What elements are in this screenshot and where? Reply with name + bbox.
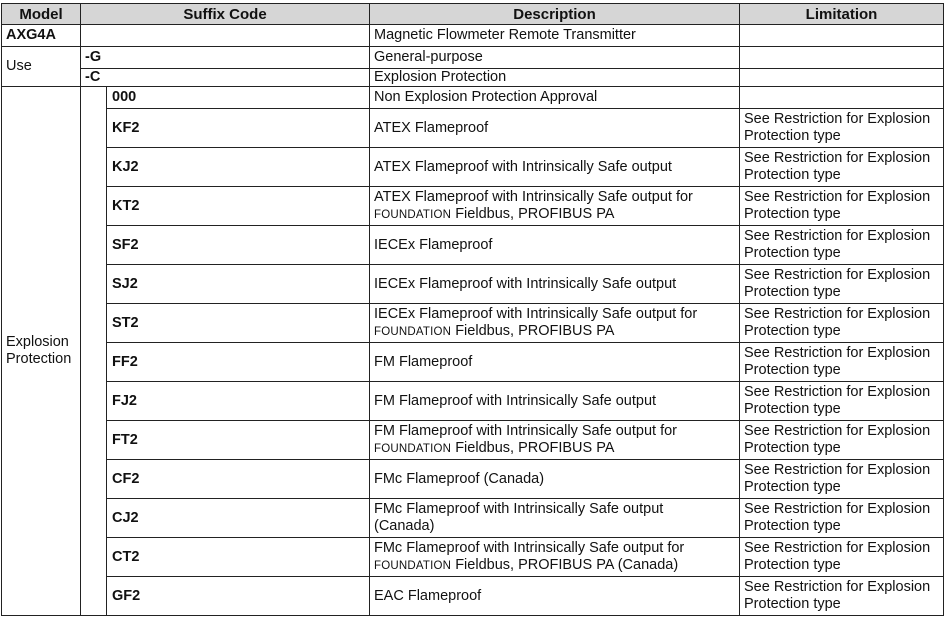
spacer-cell <box>81 304 107 343</box>
description-cell: FMc Flameproof with Intrinsically Safe output (Canada) <box>370 499 740 538</box>
limitation-cell: See Restriction for Explosion Protection type <box>740 382 944 421</box>
spacer-cell <box>81 87 107 109</box>
suffix-cell: SJ2 <box>107 265 370 304</box>
description-cell: IECEx Flameproof <box>370 226 740 265</box>
foundation-text: FOUNDATION <box>374 208 452 221</box>
limitation-cell <box>740 25 944 47</box>
description-cell: ATEX Flameproof with Intrinsically Safe output <box>370 148 740 187</box>
suffix-cell: CT2 <box>107 538 370 577</box>
suffix-cell: -G <box>81 47 370 69</box>
table-row <box>2 25 944 47</box>
spacer-cell <box>81 148 107 187</box>
spacer-cell <box>81 226 107 265</box>
spacer-cell <box>81 499 107 538</box>
table-row <box>2 304 944 343</box>
header-model: Model <box>2 4 81 25</box>
table-row <box>2 577 944 616</box>
suffix-cell: CF2 <box>107 460 370 499</box>
description-line1: IECEx Flameproof with Intrinsically Safe output for <box>374 305 698 322</box>
header-limitation: Limitation <box>740 4 944 25</box>
limitation-cell: See Restriction for Explosion Protection type <box>740 538 944 577</box>
spacer-cell <box>81 577 107 616</box>
table-row <box>2 421 944 460</box>
table-row <box>2 87 944 109</box>
description-cell <box>370 538 740 577</box>
suffix-cell: -C <box>81 69 370 87</box>
limitation-cell: See Restriction for Explosion Protection type <box>740 577 944 616</box>
description-cell <box>370 187 740 226</box>
table-row <box>2 499 944 538</box>
suffix-cell: KF2 <box>107 109 370 148</box>
spacer-cell <box>81 187 107 226</box>
spacer-cell <box>81 109 107 148</box>
suffix-cell: KJ2 <box>107 148 370 187</box>
model-cell: AXG4A <box>2 25 81 47</box>
suffix-cell: 000 <box>107 87 370 109</box>
description-rest: Fieldbus, PROFIBUS PA <box>451 322 615 339</box>
limitation-cell <box>740 69 944 87</box>
limitation-cell: See Restriction for Explosion Protection type <box>740 109 944 148</box>
limitation-cell <box>740 47 944 69</box>
suffix-code-table <box>1 3 944 616</box>
table-header-row <box>2 4 944 25</box>
suffix-cell <box>81 25 370 47</box>
spacer-cell <box>81 382 107 421</box>
limitation-cell: See Restriction for Explosion Protection type <box>740 148 944 187</box>
spacer-cell <box>81 343 107 382</box>
suffix-cell: SF2 <box>107 226 370 265</box>
description-cell: Magnetic Flowmeter Remote Transmitter <box>370 25 740 47</box>
limitation-cell <box>740 87 944 109</box>
suffix-cell: FF2 <box>107 343 370 382</box>
table-row <box>2 187 944 226</box>
limitation-cell: See Restriction for Explosion Protection type <box>740 226 944 265</box>
suffix-cell: FT2 <box>107 421 370 460</box>
table-row <box>2 265 944 304</box>
description-cell: IECEx Flameproof with Intrinsically Safe output <box>370 265 740 304</box>
limitation-cell: See Restriction for Explosion Protection type <box>740 499 944 538</box>
suffix-cell: ST2 <box>107 304 370 343</box>
description-line1: FM Flameproof with Intrinsically Safe output for <box>374 422 678 439</box>
header-suffix-code: Suffix Code <box>81 4 370 25</box>
limitation-cell: See Restriction for Explosion Protection type <box>740 460 944 499</box>
description-cell: FMc Flameproof (Canada) <box>370 460 740 499</box>
foundation-text: FOUNDATION <box>374 442 452 455</box>
description-line1: FMc Flameproof with Intrinsically Safe output for <box>374 539 685 556</box>
suffix-cell: CJ2 <box>107 499 370 538</box>
table-row <box>2 382 944 421</box>
description-rest: Fieldbus, PROFIBUS PA <box>451 205 615 222</box>
explosion-protection-label: Explosion Protection <box>2 87 81 616</box>
foundation-text: FOUNDATION <box>374 325 452 338</box>
description-line1: ATEX Flameproof with Intrinsically Safe output for <box>374 188 693 205</box>
table-row <box>2 148 944 187</box>
table-row <box>2 69 944 87</box>
spacer-cell <box>81 460 107 499</box>
foundation-text: FOUNDATION <box>374 559 452 572</box>
limitation-cell: See Restriction for Explosion Protection type <box>740 421 944 460</box>
table-row <box>2 109 944 148</box>
limitation-cell: See Restriction for Explosion Protection type <box>740 187 944 226</box>
description-cell: ATEX Flameproof <box>370 109 740 148</box>
spacer-cell <box>81 265 107 304</box>
limitation-cell: See Restriction for Explosion Protection type <box>740 265 944 304</box>
use-label: Use <box>2 47 81 87</box>
description-cell <box>370 304 740 343</box>
suffix-cell: KT2 <box>107 187 370 226</box>
limitation-cell: See Restriction for Explosion Protection type <box>740 343 944 382</box>
description-cell: Explosion Protection <box>370 69 740 87</box>
suffix-cell: FJ2 <box>107 382 370 421</box>
description-cell: FM Flameproof with Intrinsically Safe output <box>370 382 740 421</box>
table-row <box>2 47 944 69</box>
table-row <box>2 343 944 382</box>
spacer-cell <box>81 421 107 460</box>
description-rest: Fieldbus, PROFIBUS PA (Canada) <box>451 556 679 573</box>
description-cell: General-purpose <box>370 47 740 69</box>
description-rest: Fieldbus, PROFIBUS PA <box>451 439 615 456</box>
table-row <box>2 226 944 265</box>
suffix-cell: GF2 <box>107 577 370 616</box>
description-cell <box>370 421 740 460</box>
header-description: Description <box>370 4 740 25</box>
description-cell: EAC Flameproof <box>370 577 740 616</box>
table-row <box>2 538 944 577</box>
table-row <box>2 460 944 499</box>
limitation-cell: See Restriction for Explosion Protection type <box>740 304 944 343</box>
description-cell: Non Explosion Protection Approval <box>370 87 740 109</box>
spacer-cell <box>81 538 107 577</box>
description-cell: FM Flameproof <box>370 343 740 382</box>
